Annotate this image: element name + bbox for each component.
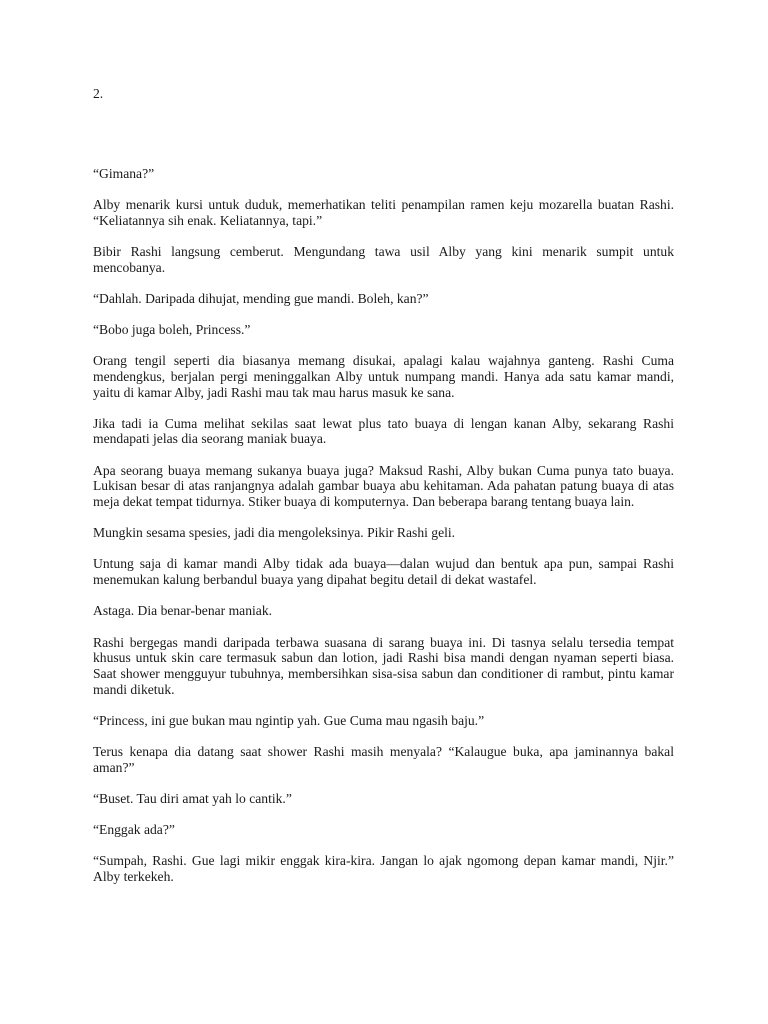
paragraph-4: “Dahlah. Daripada dihujat, mending gue mandi. Boleh, kan?” <box>93 290 429 306</box>
paragraph-13: “Princess, ini gue bukan mau ngintip yah. Gue Cuma mau ngasih baju.” <box>93 712 485 728</box>
paragraph-7: Jika tadi ia Cuma melihat sekilas saat lewat plus tato buaya di lengan kanan Alby, sekarang Rashi mendapati jelas dia seorang maniak buaya. <box>93 415 674 447</box>
paragraph-5: “Bobo juga boleh, Princess.” <box>93 321 251 337</box>
paragraph-3: Bibir Rashi langsung cemberut. Mengundang tawa usil Alby yang kini menarik sumpit untuk mencobanya. <box>93 243 674 275</box>
paragraph-11: Astaga. Dia benar-benar maniak. <box>93 603 273 619</box>
paragraph-12: Rashi bergegas mandi daripada terbawa suasana di sarang buaya ini. Di tasnya selalu tersedia tempat khusus untuk skin care termasuk sabun dan lotion, jadi Rashi bisa mandi dengan nyaman seperti biasa. Saat shower mengguyur tubuhnya, membersihkan sisa-sisa sabun dan conditioner di rambut, pintu kamar mandi diketuk. <box>93 634 674 697</box>
paragraph-2: Alby menarik kursi untuk duduk, memerhatikan teliti penampilan ramen keju mozarella buatan Rashi. “Keliatannya sih enak. Keliatannya, tapi.” <box>93 196 674 228</box>
paragraph-1: “Gimana?” <box>93 165 155 181</box>
paragraph-17: “Sumpah, Rashi. Gue lagi mikir enggak kira-kira. Jangan lo ajak ngomong depan kamar mandi, Njir.” Alby terkekeh. <box>93 853 674 885</box>
chapter-number: 2. <box>93 86 104 101</box>
paragraph-16: “Enggak ada?” <box>93 822 175 838</box>
paragraph-15: “Buset. Tau diri amat yah lo cantik.” <box>93 790 292 806</box>
paragraph-10: Untung saja di kamar mandi Alby tidak ada buaya—dalan wujud dan bentuk apa pun, sampai Rashi menemukan kalung berbandul buaya yang dipahat begitu detail di dekat wastafel. <box>93 556 674 588</box>
paragraph-14: Terus kenapa dia datang saat shower Rashi masih menyala? “Kalaugue buka, apa jaminannya bakal aman?” <box>93 744 674 775</box>
paragraph-6: Orang tengil seperti dia biasanya memang disukai, apalagi kalau wajahnya ganteng. Rashi Cuma mendengkus, berjalan pergi meninggalkan Alby untuk numpang mandi. Hanya ada satu kamar mandi, yaitu di kamar Alby, jadi Rashi mau tak mau harus masuk ke sana. <box>93 353 674 400</box>
document-page <box>93 86 674 900</box>
paragraph-8: Apa seorang buaya memang sukanya buaya juga? Maksud Rashi, Alby bukan Cuma punya tato buaya. Lukisan besar di atas ranjangnya adalah gambar buaya abu kehitaman. Ada pahatan patung buaya di atas meja dekat tempat tidurnya. Stiker buaya di komputernya. Dan beberapa barang tentang buaya lain. <box>93 462 674 510</box>
paragraph-9: Mungkin sesama spesies, jadi dia mengoleksinya. Pikir Rashi geli. <box>93 525 456 541</box>
